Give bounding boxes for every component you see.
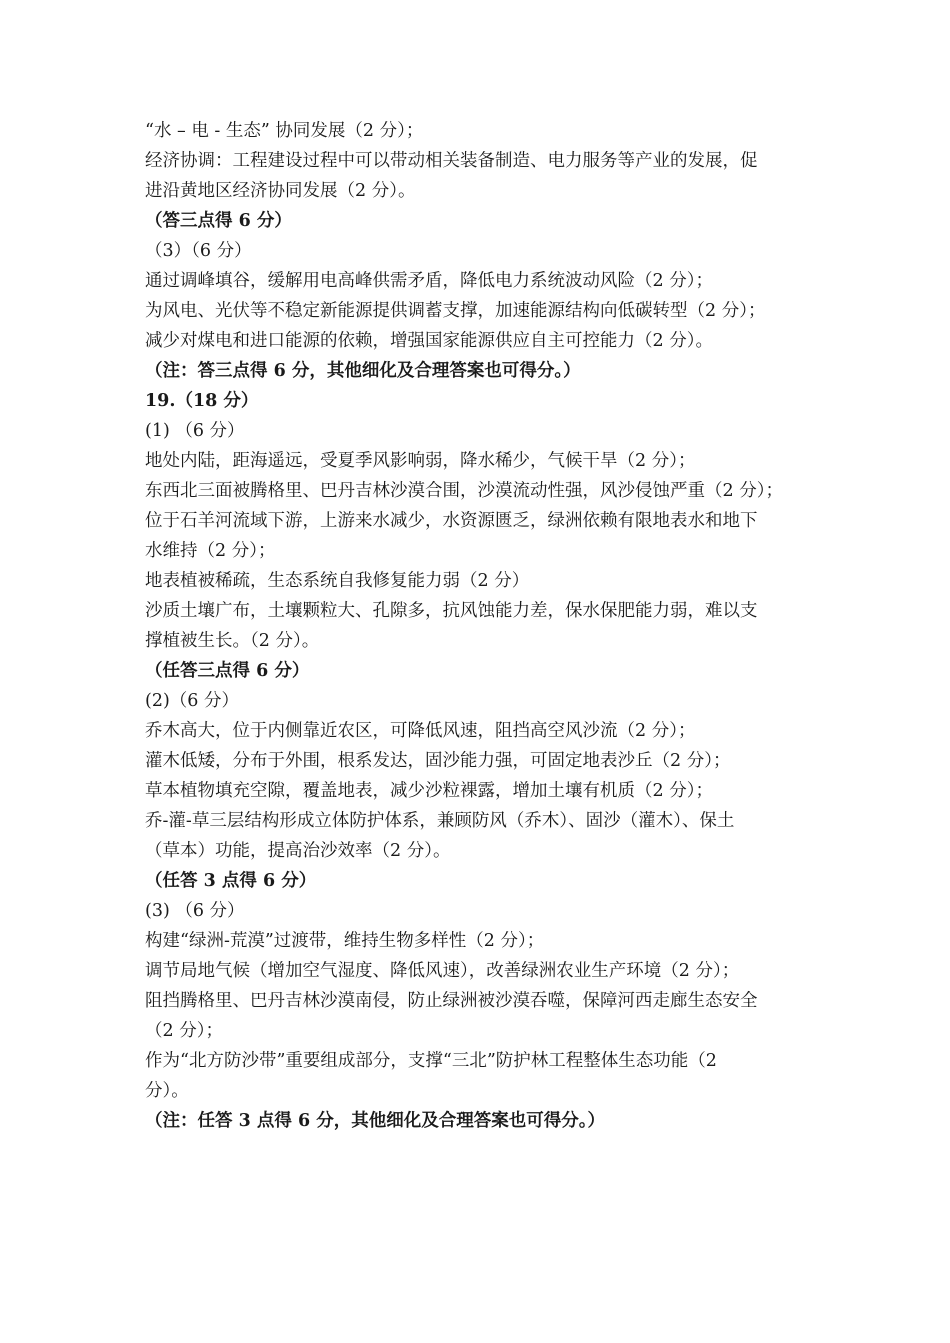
answer-text-line: 水维持（2 分）； xyxy=(145,541,276,561)
answer-text-line: 灌木低矮，分布于外围，根系发达，固沙能力强，可固定地表沙丘（2 分）； xyxy=(145,751,731,771)
scoring-note-line: （注：任答 3 点得 6 分，其他细化及合理答案也可得分。） xyxy=(145,1111,605,1131)
scoring-note-line: （注：答三点得 6 分，其他细化及合理答案也可得分。） xyxy=(145,361,581,381)
answer-text-line: 作为“北方防沙带”重要组成部分，支撑“三北”防护林工程整体生态功能（2 xyxy=(145,1051,717,1071)
scoring-note-line: （答三点得 6 分） xyxy=(145,211,292,231)
scoring-note-line: （任答三点得 6 分） xyxy=(145,661,310,681)
answer-text-line: 调节局地气候（增加空气湿度、降低风速），改善绿洲农业生产环境（2 分）； xyxy=(145,961,740,981)
answer-text-line: 撑植被生长。（2 分）。 xyxy=(145,631,320,651)
answer-text-line: “水 – 电 - 生态” 协同发展（2 分）； xyxy=(145,121,424,141)
scoring-note-line: 19.（18 分） xyxy=(145,391,259,411)
answer-key-page xyxy=(145,116,810,1136)
answer-text-line: 乔-灌-草三层结构形成立体防护体系，兼顾防风（乔木）、固沙（灌木）、保土 xyxy=(145,811,735,831)
answer-text-line: 沙质土壤广布，土壤颗粒大、孔隙多，抗风蚀能力差，保水保肥能力弱，难以支 xyxy=(145,601,758,621)
answer-text-line: 经济协调：工程建设过程中可以带动相关装备制造、电力服务等产业的发展，促 xyxy=(145,151,758,171)
answer-text-line: 地表植被稀疏，生态系统自我修复能力弱（2 分） xyxy=(145,571,530,591)
answer-text-line: 东西北三面被腾格里、巴丹吉林沙漠合围，沙漠流动性强，风沙侵蚀严重（2 分）； xyxy=(145,481,783,501)
answer-text-line: 草本植物填充空隙，覆盖地表，减少沙粒裸露，增加土壤有机质（2 分）； xyxy=(145,781,713,801)
answer-text-line: 为风电、光伏等不稳定新能源提供调蓄支撑，加速能源结构向低碳转型（2 分）； xyxy=(145,301,766,321)
answer-text-line: 进沿黄地区经济协同发展（2 分）。 xyxy=(145,181,416,201)
answer-text-line: (1) （6 分） xyxy=(145,421,245,441)
answer-text-line: （2 分）； xyxy=(145,1021,223,1041)
scoring-note-line: （任答 3 点得 6 分） xyxy=(145,871,317,891)
answer-text-line: 位于石羊河流域下游，上游来水减少，水资源匮乏，绿洲依赖有限地表水和地下 xyxy=(145,511,758,531)
answer-text-line: 通过调峰填谷，缓解用电高峰供需矛盾，降低电力系统波动风险（2 分）； xyxy=(145,271,713,291)
answer-text-line: 乔木高大，位于内侧靠近农区，可降低风速，阻挡高空风沙流（2 分）； xyxy=(145,721,696,741)
answer-text-line: （草本）功能，提高治沙效率（2 分）。 xyxy=(145,841,451,861)
answer-text-line: 减少对煤电和进口能源的依赖，增强国家能源供应自主可控能力（2 分）。 xyxy=(145,331,713,351)
answer-text-line: 地处内陆，距海遥远，受夏季风影响弱，降水稀少，气候干旱（2 分）； xyxy=(145,451,696,471)
answer-text-line: （3）（6 分） xyxy=(145,241,252,261)
answer-text-line: (3) （6 分） xyxy=(145,901,245,921)
answer-text-line: 阻挡腾格里、巴丹吉林沙漠南侵，防止绿洲被沙漠吞噬，保障河西走廊生态安全 xyxy=(145,991,758,1011)
answer-text-line: 构建“绿洲-荒漠”过渡带，维持生物多样性（2 分）； xyxy=(145,931,545,951)
answer-text-line: (2)（6 分） xyxy=(145,691,239,711)
answer-text-line: 分）。 xyxy=(145,1081,189,1101)
